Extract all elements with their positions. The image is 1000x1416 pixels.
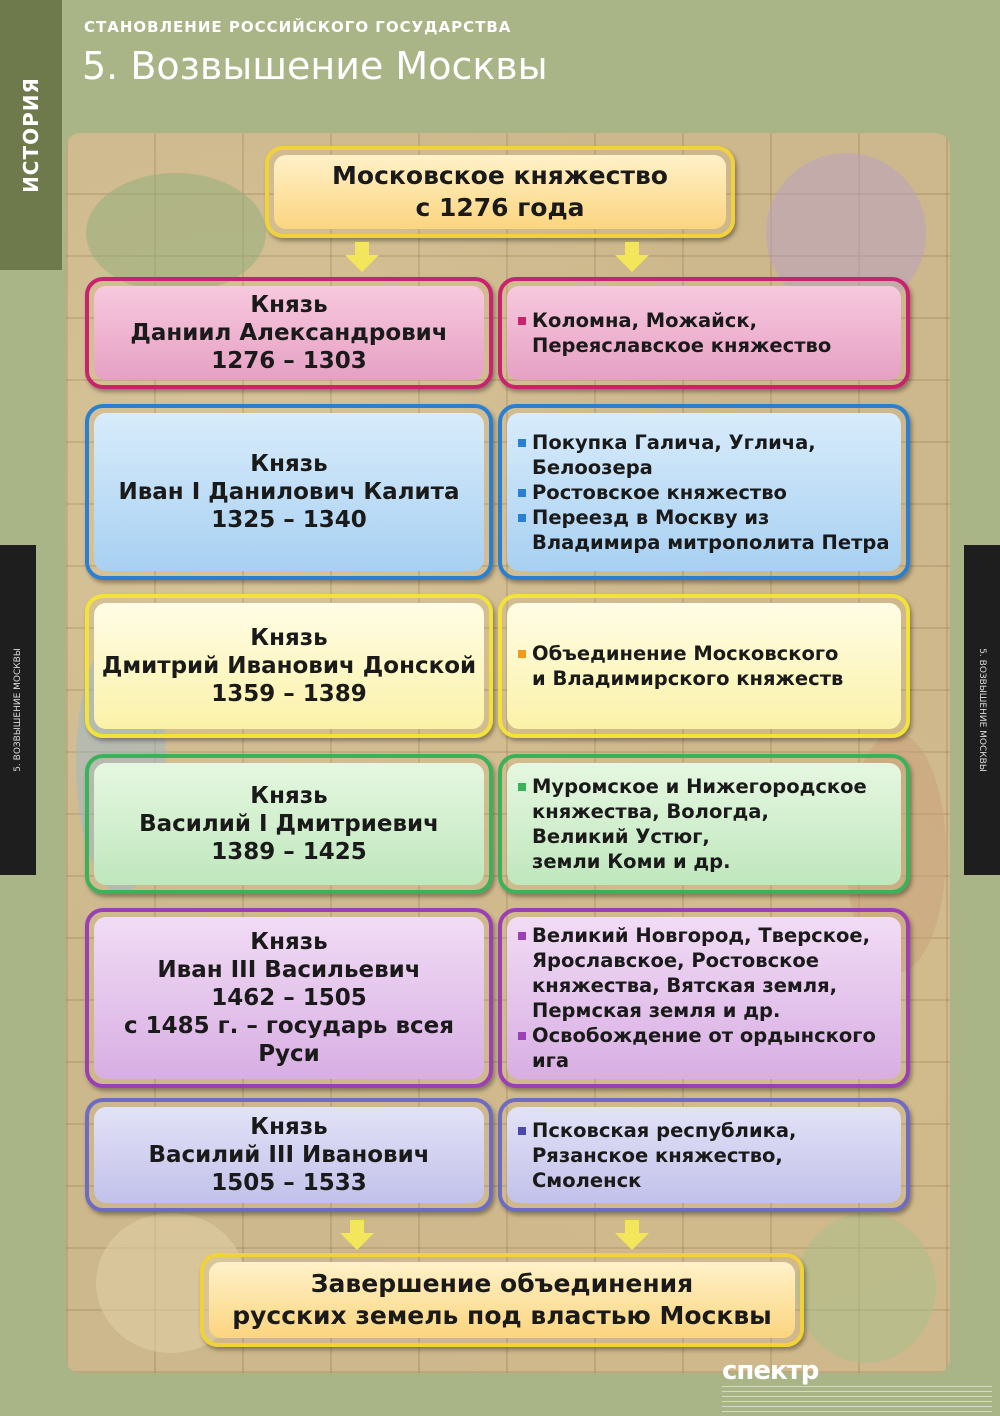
acquisitions-box [498,404,910,580]
arrow-down-icon [615,242,649,272]
list-item-line: Владимира митрополита Петра [532,530,890,554]
list-item [518,480,900,505]
list-item-line: княжества, Вятская земля, [532,974,838,997]
list-item [518,1118,900,1193]
list-item-line: Великий Новгород, Тверское, [532,924,870,947]
list-item-line: Освобождение от ордынского [532,1024,876,1047]
bullet-icon [518,317,526,325]
prince-line: 1462 – 1505 [211,985,367,1011]
prince-box [85,754,493,894]
prince-title: Князь [250,929,328,955]
list-item-line: Пермская земля и др. [532,999,781,1022]
bullet-icon [518,932,526,940]
bullet-icon [518,1127,526,1135]
prince-line: с 1485 г. – государь всея [123,1013,455,1039]
prince-title: Князь [250,1114,328,1140]
arrow-down-icon [615,1220,649,1250]
prince-line: 1389 – 1425 [211,839,367,865]
list-item-line: Белоозера [532,455,653,479]
list-item [518,1023,900,1073]
bullet-icon [518,514,526,522]
prince-line: 1325 – 1340 [211,507,367,533]
bullet-icon [518,783,526,791]
prince-title: Князь [250,625,328,651]
list-item-line: Псковская республика, [532,1118,797,1142]
prince-line: Иван III Васильевич [157,957,421,983]
prince-line: 1276 – 1303 [211,348,367,374]
subject-tab: ИСТОРИЯ [0,0,62,270]
list-item-line: Муромское и Нижегородское [532,775,867,798]
section-supertitle: СТАНОВЛЕНИЕ РОССИЙСКОГО ГОСУДАРСТВА [84,18,512,36]
publisher-credits [722,1386,992,1412]
prince-line: Руси [258,1041,320,1067]
prince-line: Василий I Дмитриевич [139,811,439,837]
prince-line: Даниил Александрович [130,320,448,346]
prince-line: 1505 – 1533 [211,1170,367,1196]
prince-line: Василий III Иванович [148,1142,430,1168]
list-item-line: Ярославское, Ростовское [532,949,820,972]
list-item-line: Объединение Московского [532,642,839,665]
prince-line: Дмитрий Иванович Донской [101,653,477,679]
list-item-line: Переяславское княжество [532,334,832,357]
acquisitions-box [498,277,910,389]
publisher-logo: спектр [722,1356,819,1386]
list-item [518,774,900,874]
right-side-strip: 5. ВОЗВЫШЕНИЕ МОСКВЫ [964,545,1000,875]
acquisitions-box [498,1098,910,1212]
list-item-line: и Владимирского княжеств [532,667,844,690]
list-item-line: ига [532,1049,570,1072]
prince-title: Князь [250,451,328,477]
prince-line: 1359 – 1389 [211,681,367,707]
prince-title: Князь [250,783,328,809]
list-item-line: земли Коми и др. [532,850,731,873]
list-item [518,308,900,358]
prince-title: Князь [250,292,328,318]
list-item-line: Покупка Галича, Углича, [532,430,816,454]
bullet-icon [518,650,526,658]
bullet-icon [518,439,526,447]
bullet-icon [518,489,526,497]
left-side-strip: 5. ВОЗВЫШЕНИЕ МОСКВЫ [0,545,36,875]
acquisitions-box [498,754,910,894]
list-item [518,430,900,480]
arrow-down-icon [345,242,379,272]
list-item [518,641,900,691]
page-title: 5. Возвышение Москвы [82,44,548,88]
list-item [518,923,900,1023]
acquisitions-box [498,908,910,1088]
prince-box [85,594,493,738]
list-item-line: Ростовское княжество [532,480,787,504]
acquisitions-box [498,594,910,738]
list-item-line: Великий Устюг, [532,825,710,848]
prince-line: Иван I Данилович Калита [118,479,460,505]
bullet-icon [518,1032,526,1040]
list-item-line: Смоленск [532,1168,642,1192]
moscow-principality-box: Московское княжество с 1276 года [265,146,735,238]
prince-box [85,404,493,580]
list-item [518,505,900,555]
arrow-down-icon [340,1220,374,1250]
list-item-line: Переезд в Москву из [532,505,770,529]
prince-box [85,908,493,1088]
list-item-line: княжества, Вологда, [532,800,769,823]
prince-box [85,1098,493,1212]
unification-result-box: Завершение объединения русских земель под властью Москвы [200,1253,804,1347]
list-item-line: Коломна, Можайск, [532,309,758,332]
list-item-line: Рязанское княжество, [532,1143,783,1167]
prince-box [85,277,493,389]
